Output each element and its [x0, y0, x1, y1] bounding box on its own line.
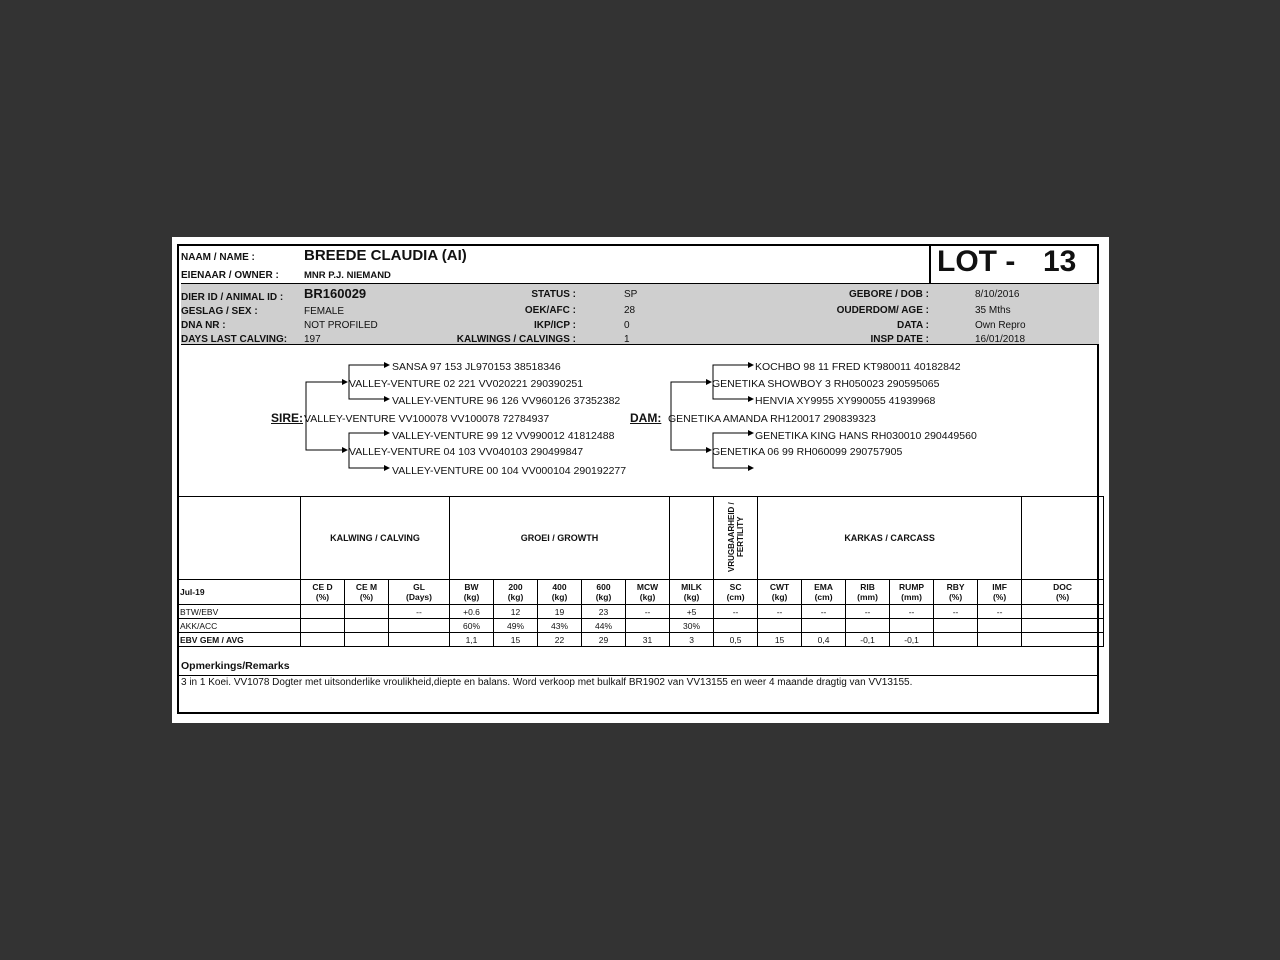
animal-id: BR160029: [304, 286, 367, 301]
dam-dam: GENETIKA 06 99 RH060099 290757905: [712, 446, 903, 458]
table-cell: -0,1: [846, 633, 890, 647]
column-unit: (%): [1055, 592, 1070, 602]
table-cell: --: [802, 605, 846, 619]
table-cell: --: [978, 605, 1022, 619]
table-cell: [1022, 605, 1104, 619]
column-unit: (mm): [857, 592, 878, 602]
group-growth: GROEI / GROWTH: [450, 497, 670, 580]
sire-dam-sire: VALLEY-VENTURE 99 12 VV990012 41812488: [392, 430, 615, 442]
sex-label: GESLAG / SEX :: [181, 306, 258, 317]
insp-value: 16/01/2018: [975, 334, 1026, 345]
ebv-body: [178, 605, 1104, 647]
table-cell: 0,4: [802, 633, 846, 647]
dam-dam-sire: GENETIKA KING HANS RH030010 290449560: [755, 430, 977, 442]
oek-value: 28: [624, 305, 636, 316]
column-header: [802, 580, 846, 605]
sire-sire-sire: SANSA 97 153 JL970153 38518346: [392, 361, 561, 373]
column-unit: (%): [948, 592, 963, 602]
table-cell: [758, 619, 802, 633]
table-cell: [626, 619, 670, 633]
column-name: CE D: [312, 582, 333, 592]
column-name: GL: [413, 582, 425, 592]
column-name: RBY: [946, 582, 965, 592]
group-header-row: [178, 497, 1104, 580]
column-header: [978, 580, 1022, 605]
column-unit: (%): [359, 592, 374, 602]
column-unit: (Days): [406, 592, 432, 602]
table-cell: 43%: [538, 619, 582, 633]
column-unit: (%): [315, 592, 330, 602]
column-name: IMF: [992, 582, 1007, 592]
sire-label: SIRE:: [271, 411, 304, 425]
table-cell: 3: [670, 633, 714, 647]
status-value: SP: [624, 289, 638, 300]
table-cell: +0.6: [450, 605, 494, 619]
remarks-text: 3 in 1 Koei. VV1078 Dogter met uitsonderlike vroulikheid,diepte en balans. Word verkoop met bulkalf BR1902 van VV13155 en weer 4 maande dragtig van VV13155.: [181, 677, 913, 688]
column-unit: (cm): [814, 592, 833, 602]
table-cell: 15: [758, 633, 802, 647]
column-name: DOC: [1053, 582, 1073, 592]
table-cell: --: [846, 605, 890, 619]
column-unit: (cm): [726, 592, 745, 602]
remarks-title: Opmerkings/Remarks: [181, 660, 290, 672]
ebv-table: [177, 496, 1104, 647]
column-name: SC: [729, 582, 742, 592]
column-header: [538, 580, 582, 605]
sire-dam: VALLEY-VENTURE 04 103 VV040103 290499847: [349, 446, 584, 458]
table-cell: [714, 619, 758, 633]
oek-label: OEK/AFC :: [524, 305, 576, 316]
lot-card: [172, 237, 1109, 723]
sire-value: VALLEY-VENTURE VV100078 VV100078 72784937: [304, 413, 550, 425]
table-cell: [389, 619, 450, 633]
insp-label: INSP DATE :: [870, 334, 929, 345]
table-cell: -0,1: [890, 633, 934, 647]
row-label: AKK/ACC: [178, 619, 301, 633]
table-cell: [934, 619, 978, 633]
column-header: [846, 580, 890, 605]
sire-dam-dam: VALLEY-VENTURE 00 104 VV000104 290192277: [392, 465, 627, 477]
group-milk-blank: [670, 497, 714, 580]
age-label: OUDERDOM/ AGE :: [836, 305, 929, 316]
table-cell: 22: [538, 633, 582, 647]
column-name: 400: [552, 582, 567, 592]
data-value: Own Repro: [975, 320, 1026, 331]
column-name: 600: [596, 582, 611, 592]
column-header: [582, 580, 626, 605]
table-cell: [301, 633, 345, 647]
dam-sire-sire: KOCHBO 98 11 FRED KT980011 40182842: [755, 361, 961, 373]
dam-sire-dam: HENVIA XY9955 XY990055 41939968: [755, 395, 936, 407]
column-name: MCW: [636, 582, 659, 592]
fertility-label: VRUGBAARHEID / FERTILITY: [726, 502, 745, 572]
column-header: [626, 580, 670, 605]
column-header: [758, 580, 802, 605]
table-cell: [934, 633, 978, 647]
group-calving: KALWING / CALVING: [301, 497, 450, 580]
table-cell: --: [758, 605, 802, 619]
column-name: CE M: [355, 582, 378, 592]
table-cell: 31: [626, 633, 670, 647]
table-cell: 19: [538, 605, 582, 619]
table-cell: [1022, 633, 1104, 647]
data-label: DATA :: [896, 320, 929, 331]
days-label: DAYS LAST CALVING:: [181, 334, 288, 345]
column-header: [714, 580, 758, 605]
dam-sire: GENETIKA SHOWBOY 3 RH050023 290595065: [712, 378, 940, 390]
animal-name: BREEDE CLAUDIA (AI): [304, 247, 467, 264]
table-row: [178, 633, 1104, 647]
column-unit: (kg): [771, 592, 788, 602]
age-value: 35 Mths: [975, 305, 1011, 316]
table-cell: --: [890, 605, 934, 619]
column-header: [345, 580, 389, 605]
table-row: [178, 605, 1104, 619]
table-cell: [802, 619, 846, 633]
column-name: 200: [508, 582, 523, 592]
table-cell: --: [626, 605, 670, 619]
column-unit: (kg): [551, 592, 568, 602]
calvings-label: KALWINGS / CALVINGS :: [456, 334, 576, 345]
table-cell: [389, 633, 450, 647]
dob-value: 8/10/2016: [975, 289, 1020, 300]
table-cell: +5: [670, 605, 714, 619]
column-header: [301, 580, 345, 605]
row-label: BTW/EBV: [178, 605, 301, 619]
table-cell: 30%: [670, 619, 714, 633]
dam-label: DAM:: [630, 411, 662, 425]
group-doc-blank: [1022, 497, 1104, 580]
sex-value: FEMALE: [304, 306, 345, 317]
table-cell: [345, 619, 389, 633]
ikp-value: 0: [624, 320, 630, 331]
table-cell: --: [714, 605, 758, 619]
table-row: [178, 619, 1104, 633]
table-cell: [846, 619, 890, 633]
sire-sire-dam: VALLEY-VENTURE 96 126 VV960126 37352382: [392, 395, 621, 407]
table-cell: 12: [494, 605, 538, 619]
group-blank: [178, 497, 301, 580]
sire-sire: VALLEY-VENTURE 02 221 VV020221 290390251: [349, 378, 584, 390]
column-unit: (%): [992, 592, 1007, 602]
name-label: NAAM / NAME :: [181, 252, 255, 263]
dna-label: DNA NR :: [181, 320, 226, 331]
column-unit: (kg): [463, 592, 480, 602]
column-name: EMA: [814, 582, 833, 592]
calvings-value: 1: [624, 334, 630, 345]
dam-value: GENETIKA AMANDA RH120017 290839323: [668, 413, 876, 425]
table-cell: 49%: [494, 619, 538, 633]
owner-name: MNR P.J. NIEMAND: [304, 270, 391, 281]
column-header: [934, 580, 978, 605]
table-cell: 29: [582, 633, 626, 647]
column-header: [389, 580, 450, 605]
lot-label: LOT -: [937, 245, 1016, 278]
table-cell: [345, 633, 389, 647]
column-unit: (kg): [639, 592, 656, 602]
column-header: [494, 580, 538, 605]
table-cell: 0,5: [714, 633, 758, 647]
column-unit: (kg): [507, 592, 524, 602]
table-cell: 44%: [582, 619, 626, 633]
group-fertility: [714, 497, 758, 580]
lot-number: 13: [1043, 245, 1077, 278]
table-cell: [978, 633, 1022, 647]
table-cell: [978, 619, 1022, 633]
column-header-row: [178, 580, 1104, 605]
table-cell: 23: [582, 605, 626, 619]
column-name: CWT: [769, 582, 790, 592]
column-name: MILK: [681, 582, 702, 592]
column-name: BW: [464, 582, 479, 592]
table-cell: [1022, 619, 1104, 633]
table-cell: [890, 619, 934, 633]
dna-value: NOT PROFILED: [304, 320, 378, 331]
table-cell: --: [389, 605, 450, 619]
table-cell: 1,1: [450, 633, 494, 647]
column-name: RIB: [860, 582, 875, 592]
dob-label: GEBORE / DOB :: [848, 289, 929, 300]
column-unit: (kg): [595, 592, 612, 602]
column-header: [890, 580, 934, 605]
table-date: Jul-19: [178, 580, 301, 605]
days-value: 197: [304, 334, 321, 345]
row-label: EBV GEM / AVG: [178, 633, 301, 647]
owner-label: EIENAAR / OWNER :: [181, 270, 279, 281]
table-cell: [345, 605, 389, 619]
table-cell: 15: [494, 633, 538, 647]
group-carcass: KARKAS / CARCASS: [758, 497, 1022, 580]
table-cell: --: [934, 605, 978, 619]
animal-id-label: DIER ID / ANIMAL ID :: [181, 292, 284, 303]
column-header: [1022, 580, 1104, 605]
column-name: RUMP: [899, 582, 925, 592]
remarks-title-rule: [179, 675, 1097, 676]
column-header: [450, 580, 494, 605]
column-unit: (kg): [683, 592, 700, 602]
column-header: [670, 580, 714, 605]
ikp-label: IKP/ICP :: [533, 320, 576, 331]
status-label: STATUS :: [531, 289, 576, 300]
column-unit: (mm): [901, 592, 922, 602]
table-cell: [301, 605, 345, 619]
table-cell: 60%: [450, 619, 494, 633]
table-cell: [301, 619, 345, 633]
